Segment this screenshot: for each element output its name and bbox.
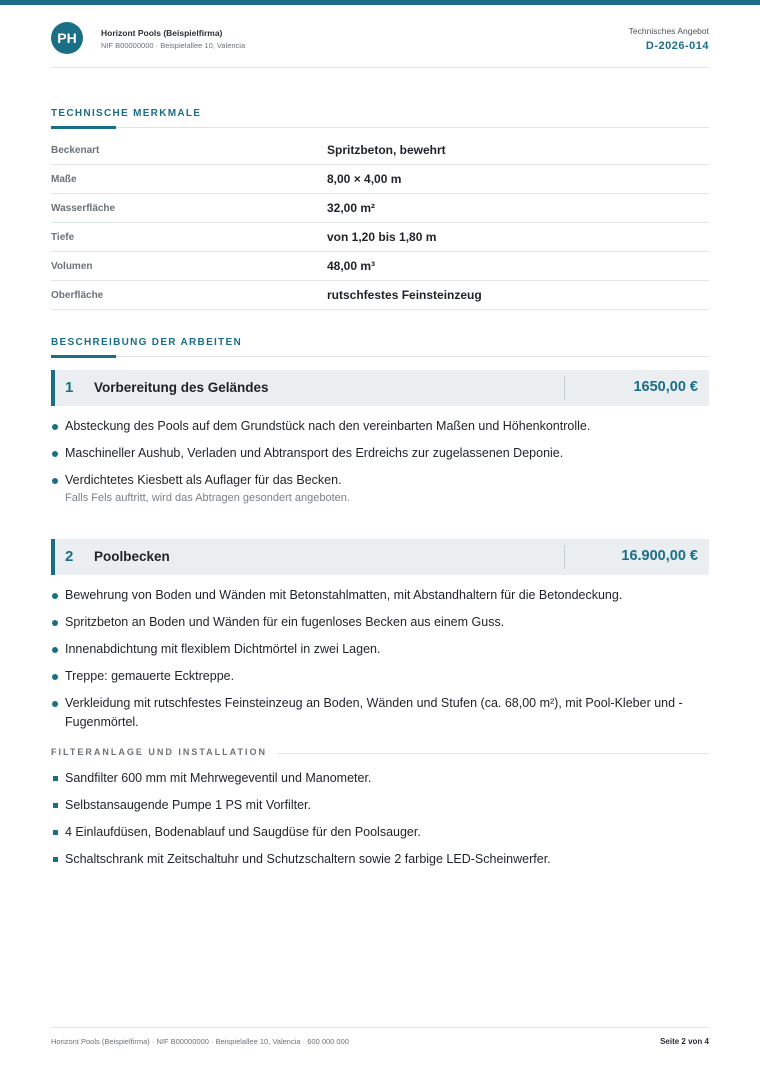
spec-row: [51, 252, 709, 281]
subsection-heading: [51, 747, 709, 759]
bullet-square-icon: [53, 776, 58, 781]
spec-row: [51, 165, 709, 194]
list-item: Innenabdichtung mit flexiblem Dichtmörtel in zwei Lagen.: [51, 640, 709, 659]
bullet-dot-icon: [52, 424, 58, 430]
work-item-title: Poolbecken: [94, 549, 170, 564]
list-item: Verkleidung mit rutschfestes Feinsteinzeug an Boden, Wänden und Stufen (ca. 68,00 m²), mit Pool-Kleber und -Fugenmörtel.: [51, 694, 709, 732]
work-item-header: [51, 539, 709, 575]
divider: [564, 376, 565, 400]
section-title-text: TECHNISCHE MERKMALE: [51, 108, 202, 119]
document-number: D-2026-014: [645, 40, 709, 52]
list-item: Sandfilter 600 mm mit Mehrwegeventil und Manometer.: [51, 769, 709, 788]
spec-value: Spritzbeton, bewehrt: [327, 143, 446, 157]
bullet-dot-icon: [52, 674, 58, 680]
spec-row: [51, 281, 709, 310]
page-number: Seite 2 von 4: [660, 1037, 709, 1046]
spec-value: 8,00 × 4,00 m: [327, 172, 402, 186]
spec-label: Wasserfläche: [51, 203, 116, 214]
work-item-price: 1650,00 €: [633, 379, 698, 395]
section-title-text: BESCHREIBUNG DER ARBEITEN: [51, 337, 243, 348]
company-logo: PH: [51, 22, 83, 54]
bullet-note: Falls Fels auftritt, wird das Abtragen gesondert angeboten.: [65, 492, 350, 504]
bullet-dot-icon: [52, 593, 58, 599]
subsection-title: FILTERANLAGE UND INSTALLATION: [51, 747, 277, 757]
page-footer: [51, 1027, 709, 1047]
spec-value: rutschfestes Feinsteinzeug: [327, 288, 482, 302]
work-item-header: [51, 370, 709, 406]
spec-label: Oberfläche: [51, 290, 104, 301]
work-item-number: 2: [65, 548, 74, 565]
footer-company-info: Horizont Pools (Beispielfirma) · NIF B00000000 · Beispielallee 10, Valencia · 600 000 000: [51, 1037, 349, 1046]
spec-row: [51, 223, 709, 252]
document-header: [51, 22, 709, 68]
bullet-dot-icon: [52, 478, 58, 484]
company-name: Horizont Pools (Beispielfirma): [101, 28, 223, 38]
work-item-bullets: [51, 586, 709, 740]
list-item: Maschineller Aushub, Verladen und Abtransport des Erdreichs zur zugelassenen Deponie.: [51, 444, 709, 463]
bullet-dot-icon: [52, 451, 58, 457]
list-item: Absteckung des Pools auf dem Grundstück nach den vereinbarten Maßen und Höhenkontrolle.: [51, 417, 709, 436]
spec-value: 48,00 m³: [327, 259, 376, 273]
work-item-number: 1: [65, 379, 74, 396]
specs-table: [51, 136, 709, 310]
bullet-square-icon: [53, 830, 58, 835]
spec-label: Volumen: [51, 261, 93, 272]
list-item: Selbstansaugende Pumpe 1 PS mit Vorfilter.: [51, 796, 709, 815]
document-type: Technisches Angebot: [628, 26, 709, 36]
bullet-dot-icon: [52, 647, 58, 653]
divider: [564, 545, 565, 569]
work-item-title: Vorbereitung des Geländes: [94, 380, 269, 395]
spec-label: Maße: [51, 174, 77, 185]
bullet-square-icon: [53, 857, 58, 862]
list-item: Bewehrung von Boden und Wänden mit Betonstahlmatten, mit Abstandhaltern für die Betondeckung.: [51, 586, 709, 605]
spec-label: Tiefe: [51, 232, 75, 243]
spec-value: 32,00 m²: [327, 201, 376, 215]
section-title-works: [51, 337, 709, 357]
list-item: Schaltschrank mit Zeitschaltuhr und Schutzschaltern sowie 2 farbige LED-Scheinwerfer.: [51, 850, 709, 869]
list-item: Treppe: gemauerte Ecktreppe.: [51, 667, 709, 686]
spec-label: Beckenart: [51, 145, 100, 156]
bullet-dot-icon: [52, 620, 58, 626]
list-item: Verdichtetes Kiesbett als Auflager für das Becken. Falls Fels auftritt, wird das Abtragen gesondert angeboten.: [51, 471, 709, 506]
list-item: 4 Einlaufdüsen, Bodenablauf und Saugdüse für den Poolsauger.: [51, 823, 709, 842]
top-accent-bar: [0, 0, 760, 5]
list-item: Spritzbeton an Boden und Wänden für ein fugenloses Becken aus einem Guss.: [51, 613, 709, 632]
work-item-price: 16.900,00 €: [621, 548, 698, 564]
spec-value: von 1,20 bis 1,80 m: [327, 230, 437, 244]
spec-row: [51, 194, 709, 223]
company-meta: NIF B00000000 · Beispielallee 10, Valencia: [101, 41, 246, 50]
subsection-bullets: [51, 769, 709, 877]
bullet-dot-icon: [52, 701, 58, 707]
work-item-bullets: [51, 417, 709, 514]
bullet-square-icon: [53, 803, 58, 808]
spec-row: [51, 136, 709, 165]
section-title-specs: [51, 108, 709, 128]
